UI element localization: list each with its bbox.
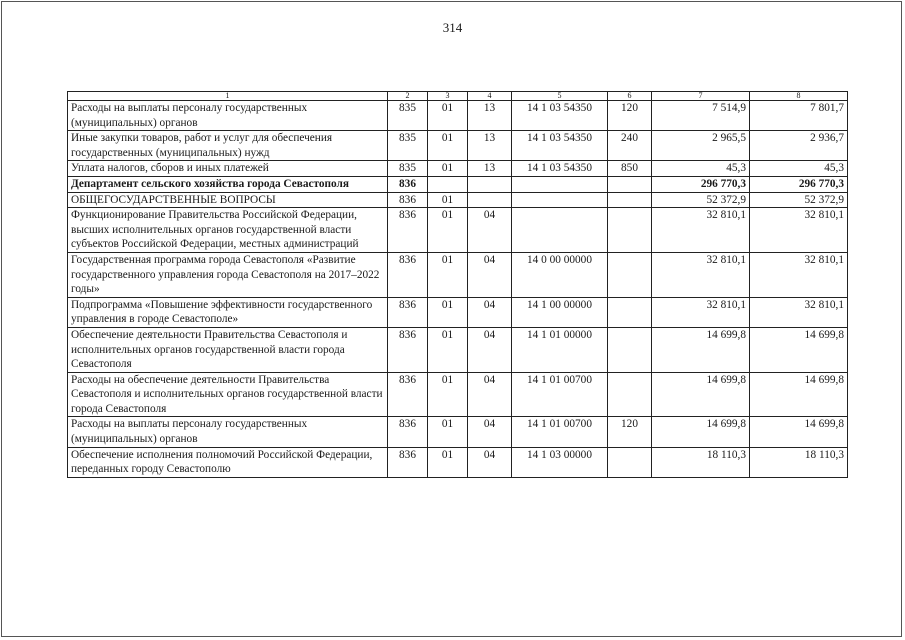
table-row [68, 161, 848, 177]
row-expense-type-cell [608, 327, 652, 372]
row-ved-code-cell: 836 [388, 252, 428, 297]
row-amount-2-cell: 45,3 [750, 161, 848, 177]
table-header-row [68, 92, 848, 101]
row-ved-code-cell: 835 [388, 101, 428, 131]
header-cell: 8 [750, 92, 848, 101]
row-section-code-cell: 01 [428, 447, 468, 477]
row-target-article-cell: 14 1 01 00700 [512, 417, 608, 447]
table-row [68, 252, 848, 297]
row-expense-type-cell: 850 [608, 161, 652, 177]
row-expense-type-cell [608, 297, 652, 327]
row-section-code-cell: 01 [428, 327, 468, 372]
row-ved-code-cell: 836 [388, 417, 428, 447]
row-expense-type-cell: 240 [608, 131, 652, 161]
row-target-article-cell: 14 1 01 00700 [512, 372, 608, 417]
row-target-article-cell: 14 1 01 00000 [512, 327, 608, 372]
row-target-article-cell: 14 1 03 54350 [512, 131, 608, 161]
row-expense-type-cell [608, 176, 652, 192]
header-cell: 6 [608, 92, 652, 101]
row-expense-type-cell [608, 192, 652, 208]
row-ved-code-cell: 836 [388, 192, 428, 208]
row-expense-type-cell: 120 [608, 101, 652, 131]
row-amount-1-cell: 18 110,3 [652, 447, 750, 477]
row-target-article-cell: 14 1 03 00000 [512, 447, 608, 477]
page-number: 314 [442, 20, 463, 35]
row-expense-type-cell [608, 252, 652, 297]
row-ved-code-cell: 835 [388, 131, 428, 161]
row-section-code-cell: 01 [428, 131, 468, 161]
header-cell: 2 [388, 92, 428, 101]
row-amount-1-cell: 7 514,9 [652, 101, 750, 131]
row-amount-1-cell: 32 810,1 [652, 208, 750, 253]
row-ved-code-cell: 836 [388, 208, 428, 253]
row-amount-2-cell: 14 699,8 [750, 372, 848, 417]
row-ved-code-cell: 836 [388, 327, 428, 372]
row-name-cell: Расходы на обеспечение деятельности Правительства Севастополя и исполнительных органов государственной власти города Севастополя [68, 372, 388, 417]
row-name-cell: Обеспечение деятельности Правительства Севастополя и исполнительных органов государственной власти города Севастополя [68, 327, 388, 372]
row-section-code-cell: 01 [428, 192, 468, 208]
row-subsection-code-cell: 04 [468, 327, 512, 372]
row-expense-type-cell [608, 372, 652, 417]
row-subsection-code-cell: 04 [468, 252, 512, 297]
row-subsection-code-cell [468, 192, 512, 208]
row-subsection-code-cell: 04 [468, 372, 512, 417]
row-amount-1-cell: 2 965,5 [652, 131, 750, 161]
table-row [68, 101, 848, 131]
row-ved-code-cell: 836 [388, 447, 428, 477]
table-row [68, 372, 848, 417]
row-expense-type-cell [608, 208, 652, 253]
row-section-code-cell: 01 [428, 252, 468, 297]
row-amount-1-cell: 14 699,8 [652, 372, 750, 417]
row-amount-2-cell: 14 699,8 [750, 327, 848, 372]
row-name-cell: Государственная программа города Севастополя «Развитие государственного управления города Севастополя на 2017–2022 годы» [68, 252, 388, 297]
row-target-article-cell [512, 208, 608, 253]
row-subsection-code-cell: 13 [468, 131, 512, 161]
row-name-cell: Подпрограмма «Повышение эффективности государственного управления в городе Севастополе» [68, 297, 388, 327]
row-section-code-cell: 01 [428, 208, 468, 253]
row-amount-2-cell: 2 936,7 [750, 131, 848, 161]
row-amount-1-cell: 45,3 [652, 161, 750, 177]
table-row [68, 208, 848, 253]
row-amount-1-cell: 52 372,9 [652, 192, 750, 208]
row-amount-1-cell: 296 770,3 [652, 176, 750, 192]
row-amount-2-cell: 7 801,7 [750, 101, 848, 131]
row-amount-1-cell: 32 810,1 [652, 252, 750, 297]
row-expense-type-cell: 120 [608, 417, 652, 447]
row-amount-1-cell: 14 699,8 [652, 327, 750, 372]
row-amount-2-cell: 18 110,3 [750, 447, 848, 477]
row-subsection-code-cell [468, 176, 512, 192]
row-subsection-code-cell: 13 [468, 161, 512, 177]
row-target-article-cell: 14 1 03 54350 [512, 101, 608, 131]
row-ved-code-cell: 836 [388, 372, 428, 417]
row-subsection-code-cell: 13 [468, 101, 512, 131]
table-body [68, 101, 848, 478]
row-name-cell: Уплата налогов, сборов и иных платежей [68, 161, 388, 177]
row-amount-2-cell: 32 810,1 [750, 208, 848, 253]
row-target-article-cell: 14 1 03 54350 [512, 161, 608, 177]
row-amount-2-cell: 32 810,1 [750, 297, 848, 327]
row-amount-1-cell: 14 699,8 [652, 417, 750, 447]
row-amount-2-cell: 14 699,8 [750, 417, 848, 447]
row-subsection-code-cell: 04 [468, 417, 512, 447]
row-target-article-cell: 14 0 00 00000 [512, 252, 608, 297]
row-section-code-cell: 01 [428, 101, 468, 131]
header-cell: 7 [652, 92, 750, 101]
row-name-cell: Функционирование Правительства Российской Федерации, высших исполнительных органов государственной власти субъектов Российской Федерации, местных администраций [68, 208, 388, 253]
row-subsection-code-cell: 04 [468, 447, 512, 477]
table-row [68, 176, 848, 192]
header-cell: 4 [468, 92, 512, 101]
row-amount-2-cell: 32 810,1 [750, 252, 848, 297]
row-subsection-code-cell: 04 [468, 297, 512, 327]
row-expense-type-cell [608, 447, 652, 477]
header-cell: 3 [428, 92, 468, 101]
row-section-code-cell: 01 [428, 297, 468, 327]
budget-table [67, 91, 848, 478]
header-cell: 1 [68, 92, 388, 101]
row-amount-2-cell: 296 770,3 [750, 176, 848, 192]
row-amount-2-cell: 52 372,9 [750, 192, 848, 208]
row-name-cell: Иные закупки товаров, работ и услуг для обеспечения государственных (муниципальных) нужд [68, 131, 388, 161]
table-row [68, 297, 848, 327]
row-name-cell: Расходы на выплаты персоналу государственных (муниципальных) органов [68, 101, 388, 131]
row-amount-1-cell: 32 810,1 [652, 297, 750, 327]
row-section-code-cell [428, 176, 468, 192]
table-row [68, 447, 848, 477]
row-name-cell: Обеспечение исполнения полномочий Российской Федерации, переданных городу Севастополю [68, 447, 388, 477]
row-section-code-cell: 01 [428, 161, 468, 177]
table-row [68, 417, 848, 447]
row-target-article-cell [512, 176, 608, 192]
header-cell: 5 [512, 92, 608, 101]
row-name-cell: Департамент сельского хозяйства города Севастополя [68, 176, 388, 192]
row-target-article-cell [512, 192, 608, 208]
table-row [68, 131, 848, 161]
row-name-cell: ОБЩЕГОСУДАРСТВЕННЫЕ ВОПРОСЫ [68, 192, 388, 208]
row-subsection-code-cell: 04 [468, 208, 512, 253]
row-ved-code-cell: 836 [388, 297, 428, 327]
row-section-code-cell: 01 [428, 417, 468, 447]
row-ved-code-cell: 835 [388, 161, 428, 177]
row-section-code-cell: 01 [428, 372, 468, 417]
table-row [68, 327, 848, 372]
row-target-article-cell: 14 1 00 00000 [512, 297, 608, 327]
row-ved-code-cell: 836 [388, 176, 428, 192]
row-name-cell: Расходы на выплаты персоналу государственных (муниципальных) органов [68, 417, 388, 447]
table-row [68, 192, 848, 208]
